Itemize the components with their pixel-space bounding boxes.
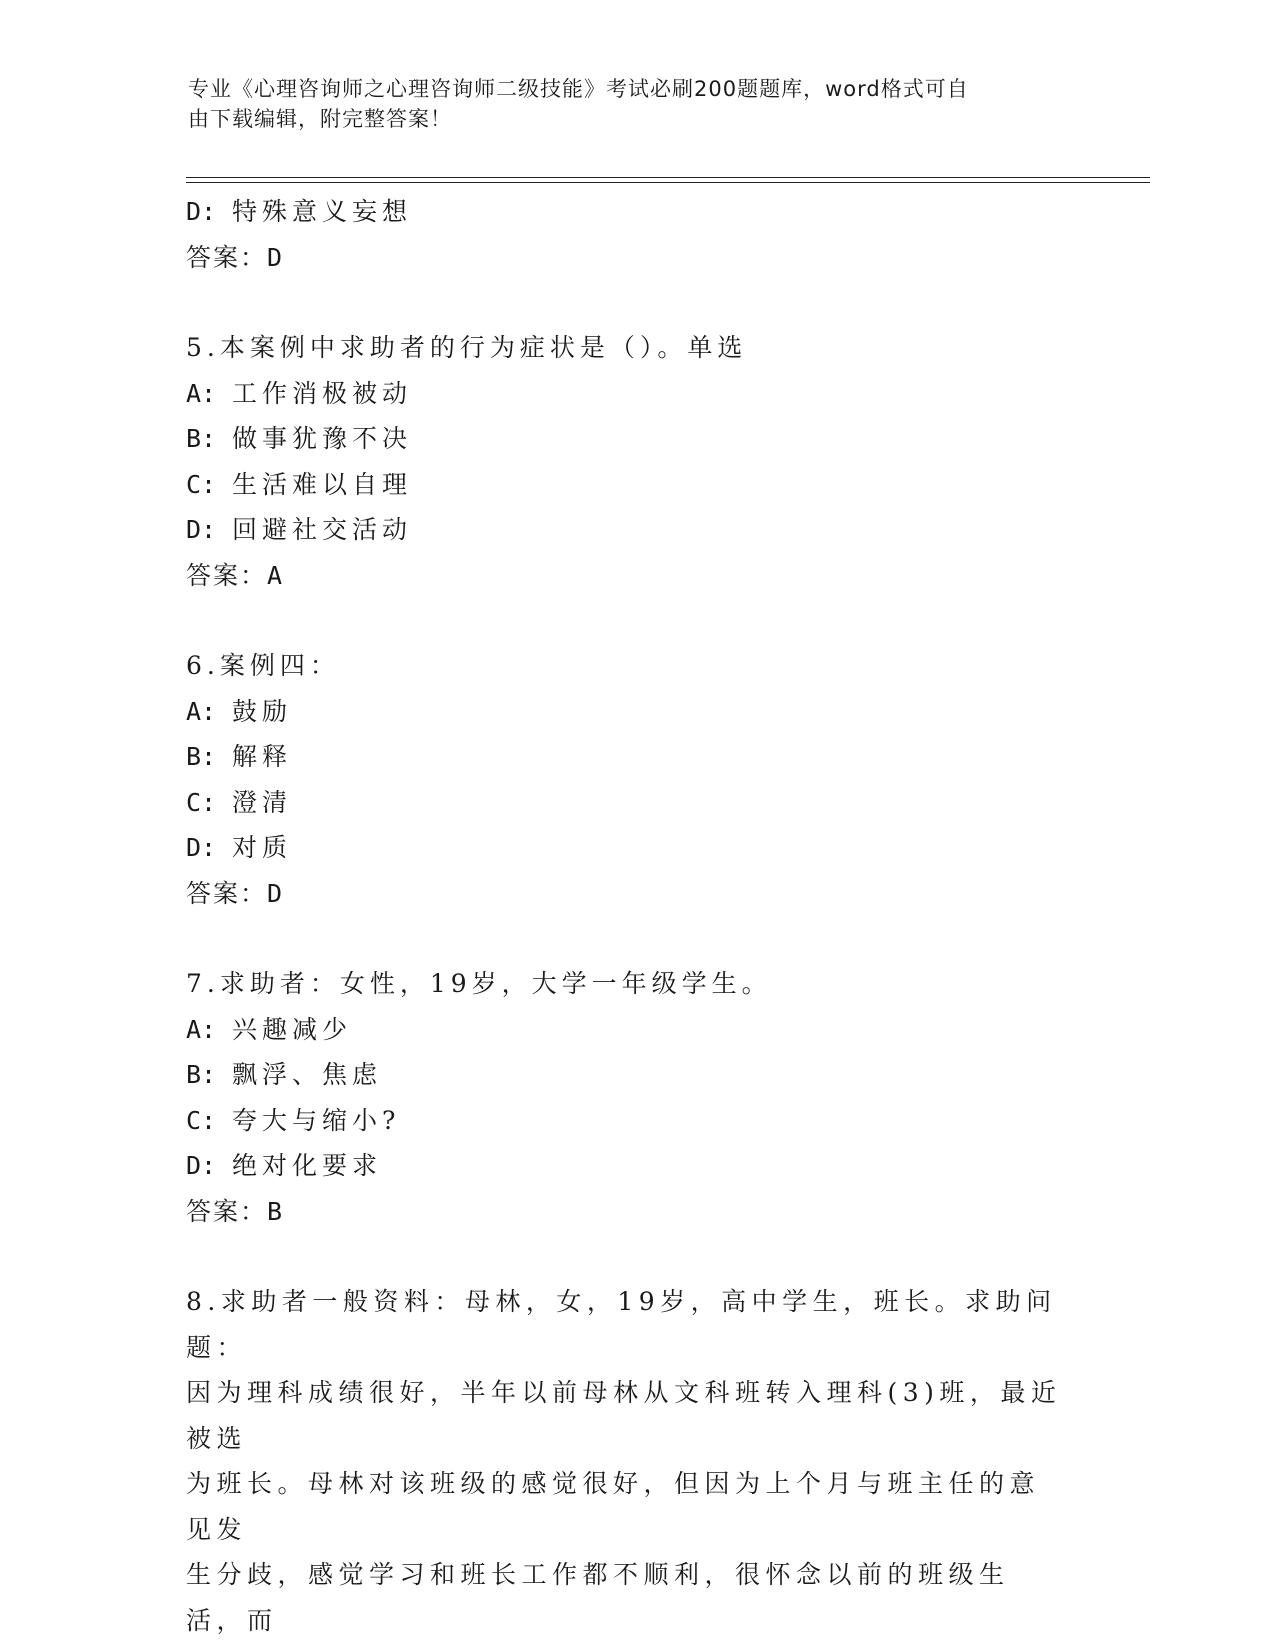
spacer xyxy=(186,280,1086,325)
answer-value: B xyxy=(267,1196,283,1226)
q7-option-d xyxy=(186,1143,1086,1189)
q4-option-d xyxy=(186,189,1086,235)
option-text: 澄清 xyxy=(232,787,293,817)
q8-line-3: 为班长。母林对该班级的感觉很好，但因为上个月与班主任的意见发 xyxy=(186,1469,1041,1544)
option-text: 夸大与缩小? xyxy=(232,1105,401,1135)
answer-label: 答案： xyxy=(186,242,268,272)
answer-value: D xyxy=(267,878,283,908)
q7-option-c xyxy=(186,1098,1086,1144)
option-text: 解释 xyxy=(232,742,293,771)
option-prefix: C: xyxy=(186,787,217,817)
q5-option-b xyxy=(186,416,1086,462)
answer-label: 答案： xyxy=(186,1196,268,1226)
option-text: 鼓励 xyxy=(232,696,293,726)
q5-option-c xyxy=(186,462,1086,508)
q6-option-d xyxy=(186,825,1086,871)
option-prefix: D: xyxy=(186,833,217,862)
option-prefix: B: xyxy=(186,1060,217,1089)
option-text: 特殊意义妄想 xyxy=(232,197,413,226)
option-prefix: A: xyxy=(186,378,217,408)
q8-line-1: 8.求助者一般资料：母林，女，19岁，高中学生，班长。求助问题： xyxy=(186,1287,1057,1362)
q6-option-b xyxy=(186,734,1086,780)
header-title-line-2: 由下载编辑，附完整答案！ xyxy=(188,107,452,131)
q5-option-a xyxy=(186,371,1086,417)
answer-value: A xyxy=(267,560,283,590)
q7-option-b xyxy=(186,1052,1086,1098)
spacer xyxy=(186,598,1086,643)
header-rule-bottom xyxy=(186,182,1150,183)
q6-option-a xyxy=(186,689,1086,735)
q7-answer xyxy=(186,1189,1086,1235)
document-header xyxy=(188,74,1068,134)
q5-stem: 5.本案例中求助者的行为症状是（）。单选 xyxy=(186,333,748,362)
option-text: 做事犹豫不决 xyxy=(232,424,413,453)
option-text: 绝对化要求 xyxy=(232,1151,383,1180)
option-prefix: A: xyxy=(186,1014,217,1044)
option-text: 回避社交活动 xyxy=(232,515,413,544)
spacer xyxy=(186,916,1086,961)
q4-answer xyxy=(186,235,1086,281)
option-text: 兴趣减少 xyxy=(232,1014,353,1044)
document-body xyxy=(186,189,1086,1643)
header-rule-top xyxy=(186,177,1150,178)
q8-stem xyxy=(186,1279,1066,1643)
q7-option-a xyxy=(186,1007,1086,1053)
spacer xyxy=(186,1234,1086,1279)
q8-line-4: 生分歧，感觉学习和班长工作都不顺利，很怀念以前的班级生活，而 xyxy=(186,1560,1010,1635)
option-prefix: D: xyxy=(186,197,217,226)
answer-label: 答案： xyxy=(186,878,268,908)
option-prefix: D: xyxy=(186,1151,217,1180)
q6-answer xyxy=(186,871,1086,917)
q5-answer xyxy=(186,553,1086,599)
q8-line-2: 因为理科成绩很好，半年以前母林从文科班转入理科(3)班，最近被选 xyxy=(186,1378,1062,1453)
q7-stem: 7.求助者：女性，19岁，大学一年级学生。 xyxy=(186,969,772,998)
option-text: 对质 xyxy=(232,833,293,862)
option-prefix: C: xyxy=(186,1105,217,1135)
header-title-line-1: 专业《心理咨询师之心理咨询师二级技能》考试必刷200题题库，word格式可自 xyxy=(188,77,969,101)
option-prefix: B: xyxy=(186,424,217,453)
option-prefix: C: xyxy=(186,469,217,499)
option-prefix: B: xyxy=(186,742,217,771)
option-prefix: A: xyxy=(186,696,217,726)
option-text: 生活难以自理 xyxy=(232,469,413,499)
q6-stem: 6.案例四： xyxy=(186,651,340,680)
answer-value: D xyxy=(267,242,283,272)
option-text: 飘浮、焦虑 xyxy=(232,1060,383,1089)
q6-option-c xyxy=(186,780,1086,826)
option-prefix: D: xyxy=(186,515,217,544)
q5-option-d xyxy=(186,507,1086,553)
option-text: 工作消极被动 xyxy=(232,378,413,408)
answer-label: 答案： xyxy=(186,560,268,590)
